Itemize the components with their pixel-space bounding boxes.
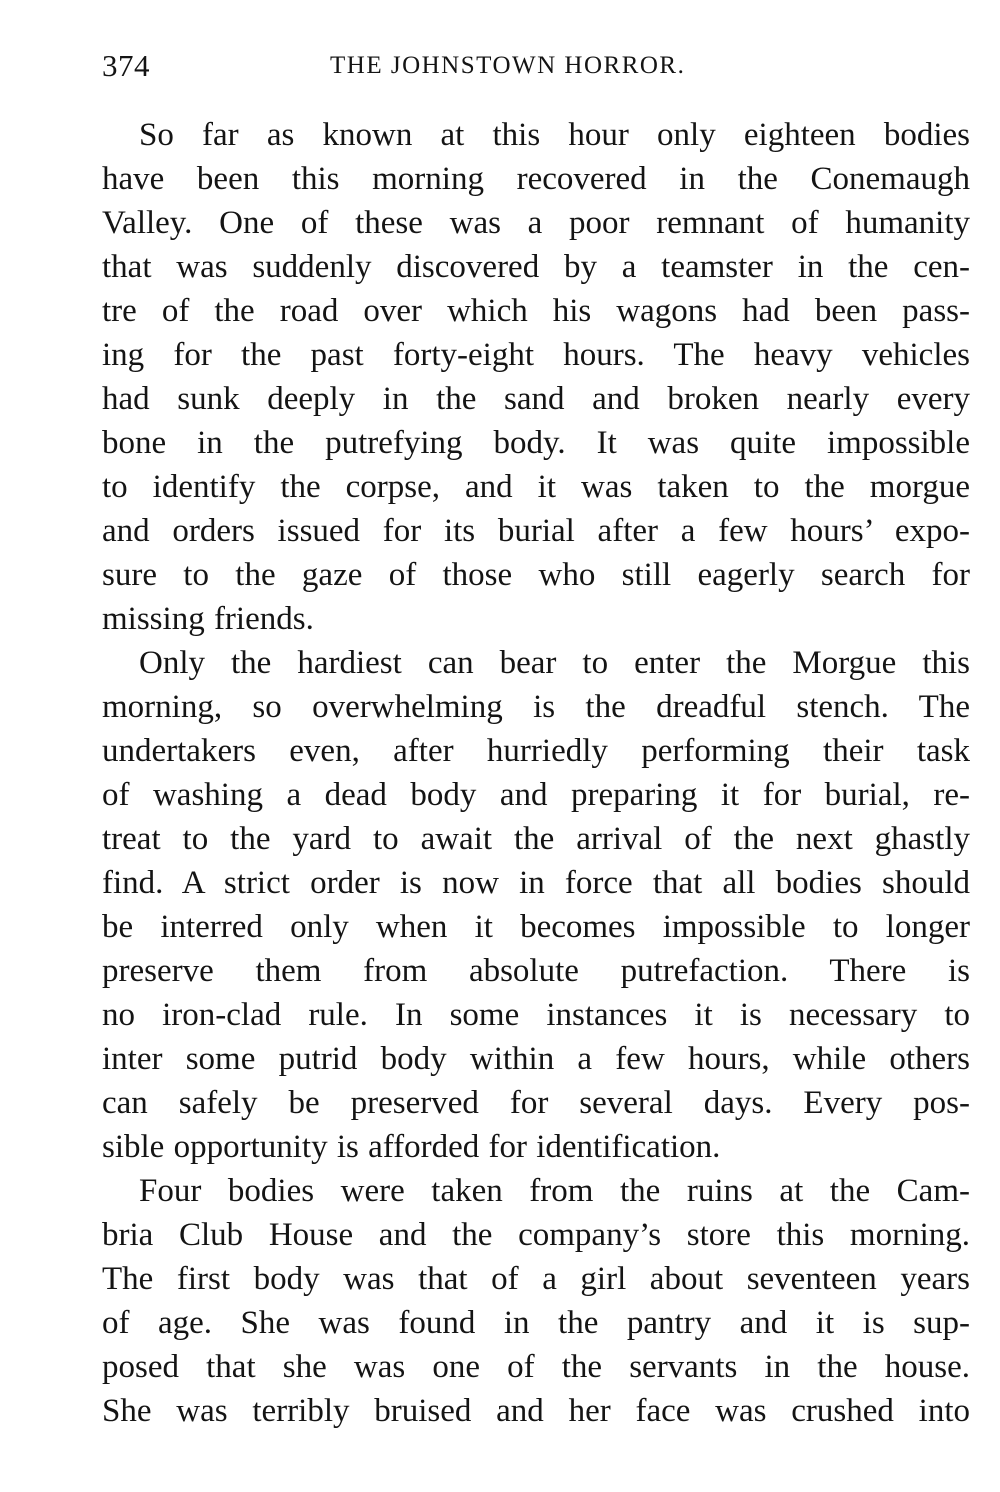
page-header <box>102 48 970 88</box>
text-line: that was suddenly discovered by a teamster in the cen- <box>102 249 970 285</box>
text-line: to identify the corpse, and it was taken to the morgue <box>102 469 970 505</box>
text-line: The first body was that of a girl about seventeen years <box>102 1261 970 1297</box>
text-line: Valley. One of these was a poor remnant of humanity <box>102 205 970 241</box>
text-line: missing friends. <box>102 601 314 637</box>
text-line: had sunk deeply in the sand and broken nearly every <box>102 381 970 417</box>
running-title: THE JOHNSTOWN HORROR. <box>330 52 686 79</box>
text-line: bone in the putrefying body. It was quite impossible <box>102 425 970 461</box>
text-line: of age. She was found in the pantry and it is sup- <box>102 1305 970 1341</box>
text-line: find. A strict order is now in force that all bodies should <box>102 865 970 901</box>
text-line: bria Club House and the company’s store this morning. <box>102 1217 970 1253</box>
text-line: undertakers even, after hurriedly performing their task <box>102 733 970 769</box>
text-line: no iron-clad rule. In some instances it is necessary to <box>102 997 970 1033</box>
text-line: inter some putrid body within a few hours, while others <box>102 1041 970 1077</box>
text-line: sible opportunity is afforded for identification. <box>102 1129 721 1165</box>
paragraph <box>102 641 970 1169</box>
text-line: can safely be preserved for several days. Every pos- <box>102 1085 970 1121</box>
text-line: So far as known at this hour only eighteen bodies <box>139 117 970 153</box>
text-line: preserve them from absolute putrefaction. There is <box>102 953 970 989</box>
text-line: be interred only when it becomes impossible to longer <box>102 909 970 945</box>
body-text <box>102 113 970 1433</box>
text-line: Four bodies were taken from the ruins at the Cam- <box>139 1173 970 1209</box>
text-line: sure to the gaze of those who still eagerly search for <box>102 557 970 593</box>
paragraph <box>102 1169 970 1433</box>
page-number: 374 <box>102 48 150 83</box>
text-line: posed that she was one of the servants in the house. <box>102 1349 970 1385</box>
text-line: tre of the road over which his wagons had been pass- <box>102 293 970 329</box>
text-line: She was terribly bruised and her face was crushed into <box>102 1393 970 1429</box>
text-line: and orders issued for its burial after a few hours’ expo- <box>102 513 970 549</box>
text-line: have been this morning recovered in the Conemaugh <box>102 161 970 197</box>
text-line: of washing a dead body and preparing it for burial, re- <box>102 777 970 813</box>
text-line: ing for the past forty-eight hours. The heavy vehicles <box>102 337 970 373</box>
text-line: morning, so overwhelming is the dreadful stench. The <box>102 689 970 725</box>
text-line: treat to the yard to await the arrival of the next ghastly <box>102 821 970 857</box>
text-line: Only the hardiest can bear to enter the Morgue this <box>139 645 970 681</box>
paragraph <box>102 113 970 641</box>
